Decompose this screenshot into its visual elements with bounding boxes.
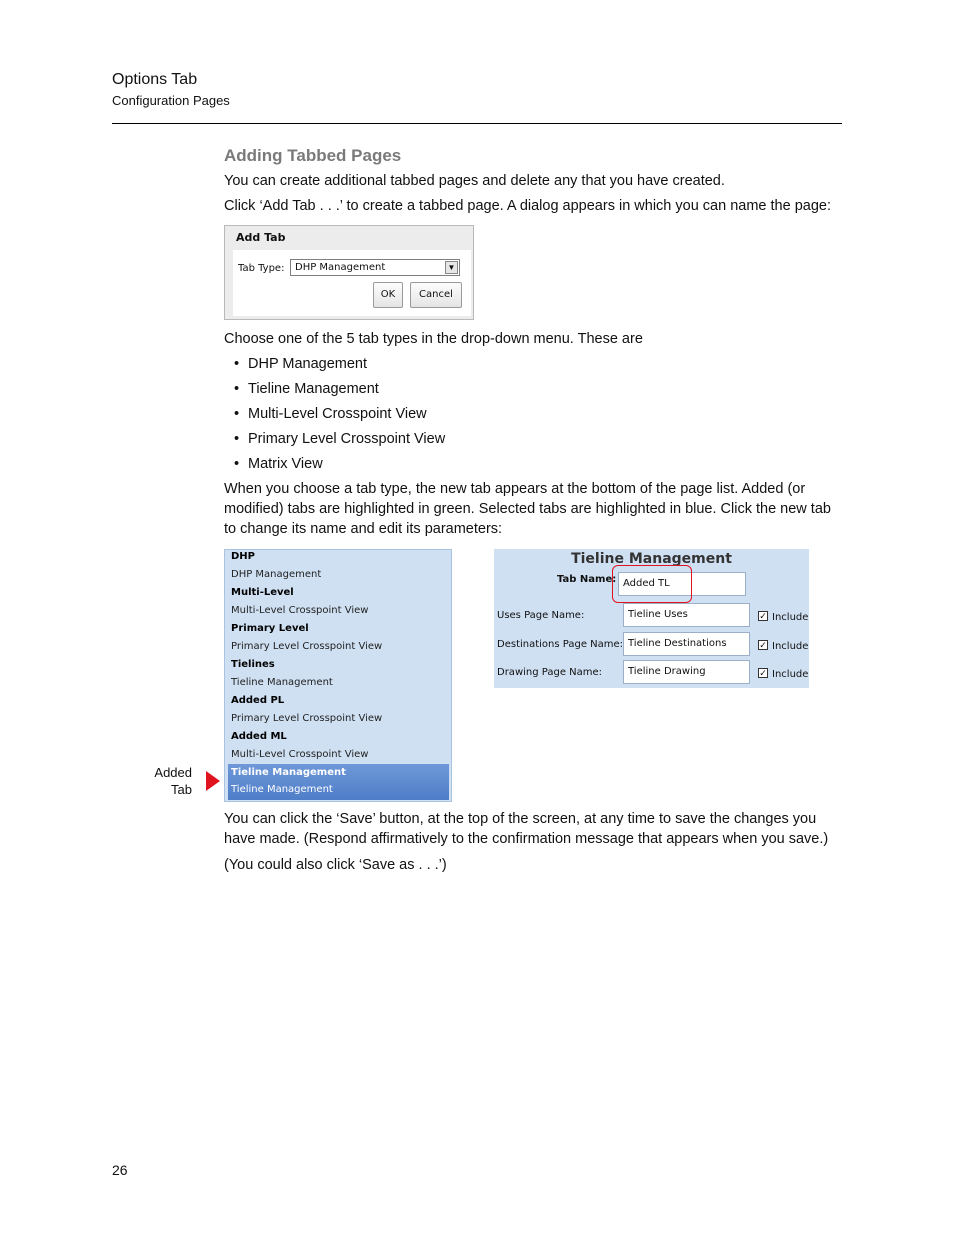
tab-list-heading[interactable]: Primary Level bbox=[231, 623, 309, 634]
paragraph-save: You can click the ‘Save’ button, at the top of the screen, at any time to save the changes you have made. (Respond affirmatively to the confirmation message that appears when you save.) bbox=[224, 811, 829, 847]
tab-list-item[interactable]: DHP Management bbox=[231, 569, 322, 580]
checkbox-checked-icon[interactable]: ✓ bbox=[759, 640, 767, 650]
section-title: Adding Tabbed Pages bbox=[224, 146, 402, 165]
list-item: • Matrix View bbox=[234, 454, 445, 479]
cancel-button[interactable]: Cancel bbox=[410, 282, 462, 308]
list-item: • Primary Level Crosspoint View bbox=[234, 429, 445, 454]
tab-list-item[interactable]: Multi-Level Crosspoint View bbox=[231, 749, 369, 760]
header-subtitle: Configuration Pages bbox=[112, 93, 230, 108]
list-item: • DHP Management bbox=[234, 354, 445, 379]
tab-list-item[interactable]: Primary Level Crosspoint View bbox=[231, 713, 383, 724]
selected-tab-name: Tieline Management bbox=[231, 784, 333, 795]
tab-name-highlight bbox=[612, 565, 692, 603]
destinations-page-name-input[interactable] bbox=[623, 632, 750, 656]
callout-label-line1: Added bbox=[154, 765, 192, 780]
checkbox-checked-icon[interactable]: ✓ bbox=[759, 611, 767, 621]
ok-button[interactable]: OK bbox=[373, 282, 403, 308]
tab-list-item[interactable]: Primary Level Crosspoint View bbox=[231, 641, 383, 652]
paragraph-save-as: (You could also click ‘Save as . . .’) bbox=[224, 857, 447, 873]
selected-tab-heading: Tieline Management bbox=[231, 767, 346, 778]
page-number: 26 bbox=[112, 1162, 128, 1178]
page-tab-list bbox=[224, 549, 452, 802]
tab-type-list bbox=[234, 354, 445, 479]
checkbox-checked-icon[interactable]: ✓ bbox=[759, 668, 767, 678]
add-tab-dialog bbox=[224, 225, 474, 320]
uses-page-name-value: Tieline Uses bbox=[628, 609, 688, 620]
header-rule bbox=[112, 123, 842, 124]
include-label: Include bbox=[772, 612, 809, 623]
tab-list-heading[interactable]: Multi-Level bbox=[231, 587, 294, 598]
tab-list-item[interactable]: Multi-Level Crosspoint View bbox=[231, 605, 369, 616]
drawing-page-name-input[interactable] bbox=[623, 660, 750, 684]
include-label: Include bbox=[772, 669, 809, 680]
tab-list-heading[interactable]: Added ML bbox=[231, 731, 287, 742]
list-item: • Tieline Management bbox=[234, 379, 445, 404]
paragraph-add-tab: Click ‘Add Tab . . .’ to create a tabbed page. A dialog appears in which you can name the page: bbox=[224, 198, 831, 214]
paragraph-new-tab: When you choose a tab type, the new tab appears at the bottom of the page list. Added (or modified) tabs are highlighted in green. Selected tabs are highlighted in blue. Click the new tab to change its name and edit its parameters: bbox=[224, 481, 831, 537]
tab-list-heading[interactable]: Added PL bbox=[231, 695, 285, 706]
header-title: Options Tab bbox=[112, 71, 198, 88]
callout-label-line2: Tab bbox=[171, 782, 192, 797]
tab-type-select[interactable] bbox=[290, 259, 460, 276]
uses-page-name-label: Uses Page Name: bbox=[497, 610, 585, 621]
drawing-page-name-value: Tieline Drawing bbox=[628, 666, 706, 677]
tab-name-label: Tab Name: bbox=[557, 574, 617, 585]
tab-type-label: Tab Type: bbox=[238, 263, 285, 274]
selected-tab-item[interactable] bbox=[228, 764, 449, 800]
destinations-page-name-label: Destinations Page Name: bbox=[497, 639, 624, 650]
dialog-title: Add Tab bbox=[236, 231, 286, 244]
red-arrow-icon bbox=[206, 771, 220, 791]
paragraph-tab-types: Choose one of the 5 tab types in the drop-down menu. These are bbox=[224, 331, 643, 347]
tab-list-heading[interactable]: DHP bbox=[231, 551, 255, 562]
destinations-page-name-value: Tieline Destinations bbox=[628, 638, 727, 649]
include-label: Include bbox=[772, 641, 809, 652]
list-item: • Multi-Level Crosspoint View bbox=[234, 404, 445, 429]
drawing-page-name-label: Drawing Page Name: bbox=[497, 667, 603, 678]
dialog-body bbox=[233, 250, 471, 316]
tab-name-value: Added TL bbox=[623, 578, 670, 589]
tab-type-value: DHP Management bbox=[295, 262, 386, 273]
paragraph-intro: You can create additional tabbed pages and delete any that you have created. bbox=[224, 173, 725, 189]
form-title: Tieline Management bbox=[571, 551, 732, 567]
tab-list-item[interactable]: Tieline Management bbox=[231, 677, 333, 688]
tab-list-heading[interactable]: Tielines bbox=[231, 659, 275, 670]
uses-page-name-input[interactable] bbox=[623, 603, 750, 627]
chevron-down-icon[interactable]: ▼ bbox=[445, 261, 458, 274]
